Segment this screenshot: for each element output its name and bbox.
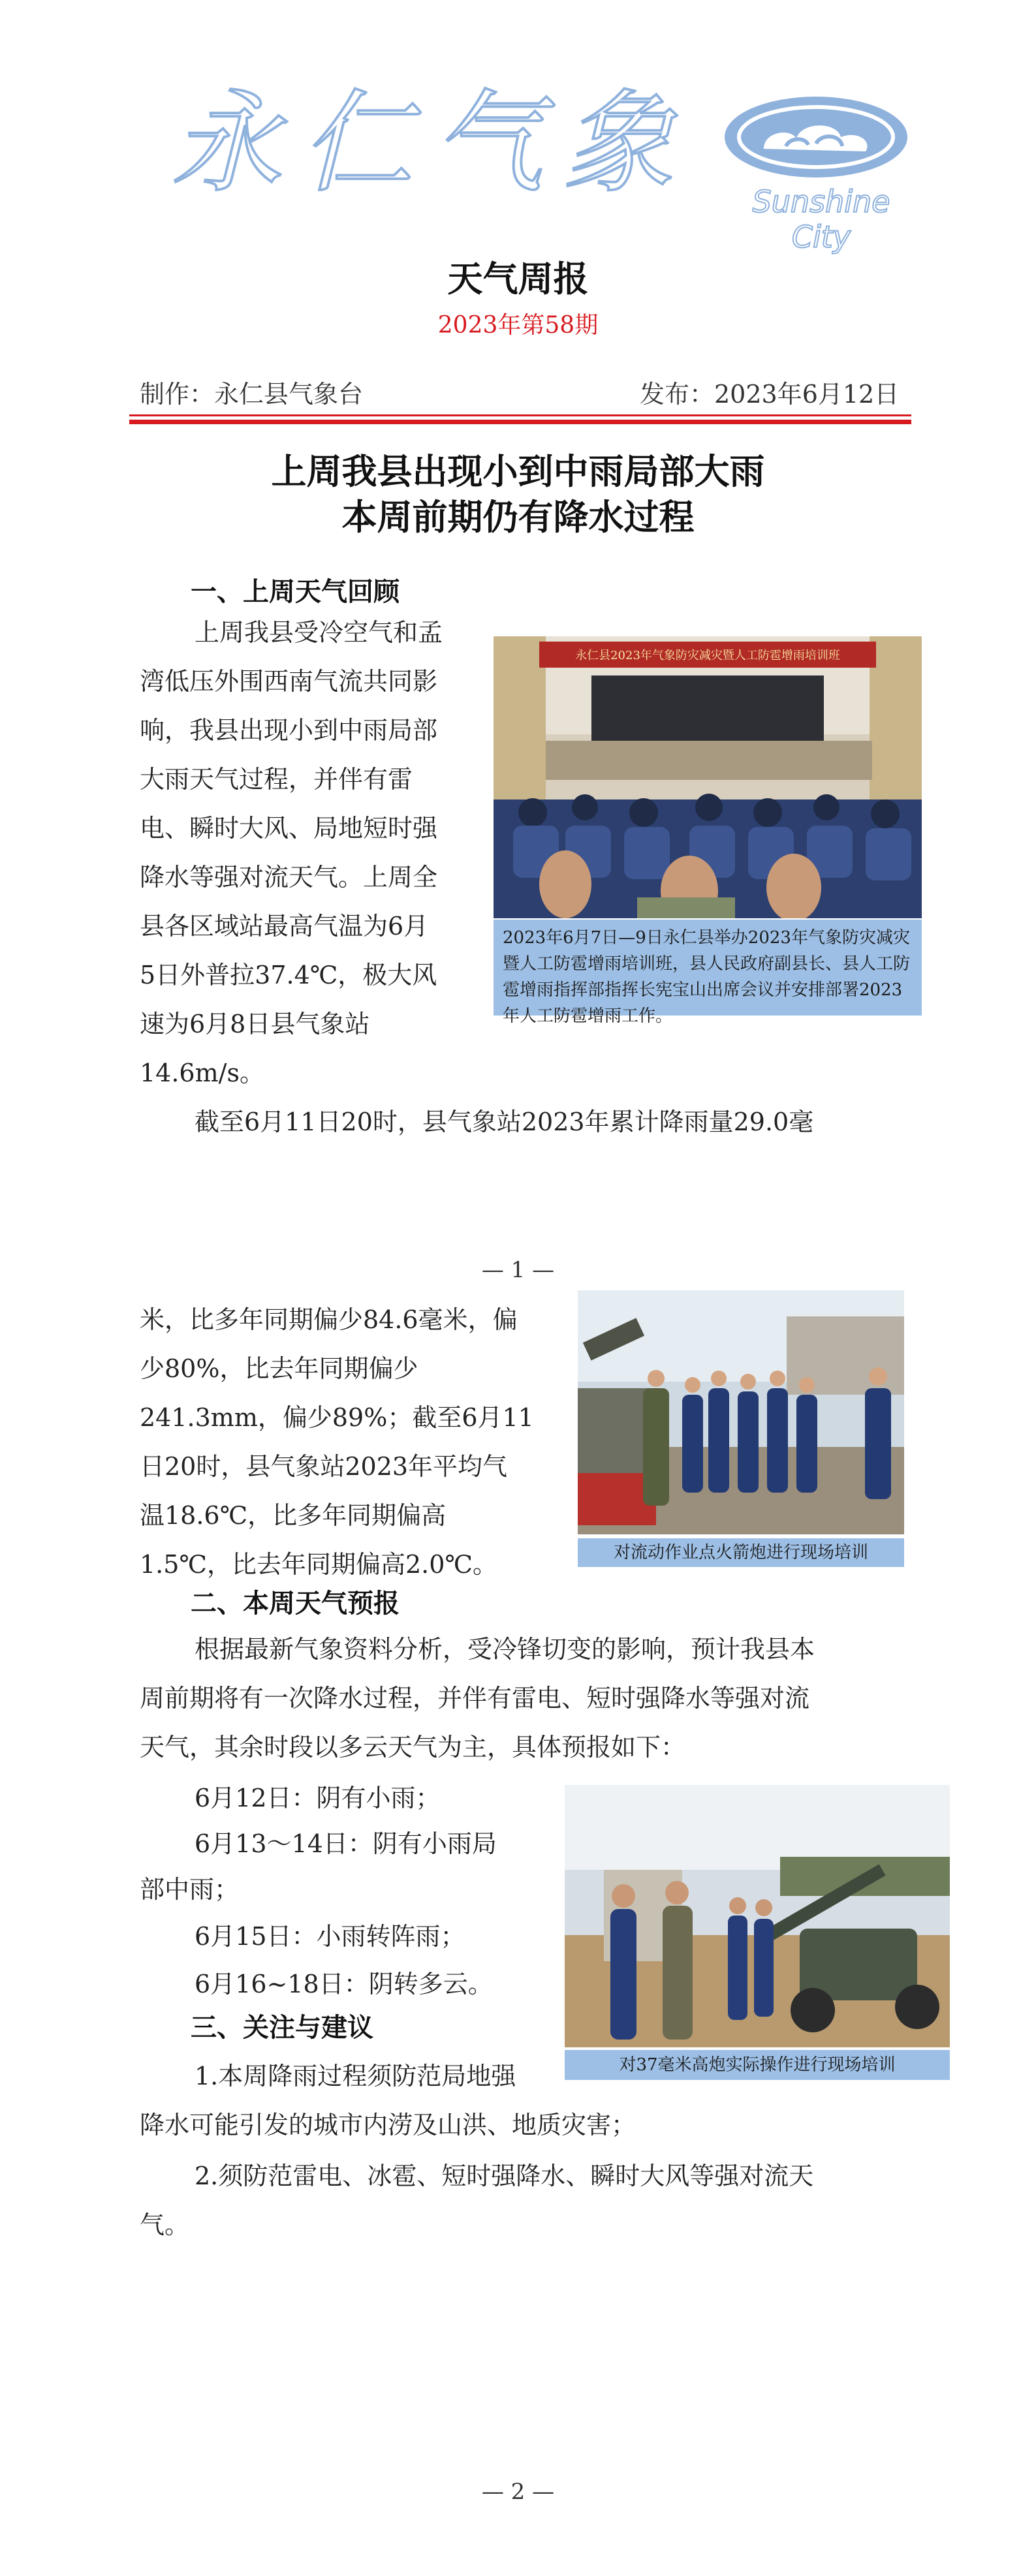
photo1-caption: 2023年6月7日—9日永仁县举办2023年气象防灾减灾暨人工防雹增雨培训班，县人民政府副县长、县人工防雹增雨指挥部指挥长宪宝山出席会议并安排部署2023年人工防雹增雨工作。 — [494, 920, 922, 1016]
body-line: 周前期将有一次降水过程，并伴有雷电、短时强降水等强对流 — [140, 1684, 810, 1713]
anti-aircraft-gun-training-photo — [565, 1785, 950, 2047]
photo-banner-text: 永仁县2023年气象防灾减灾暨人工防雹增雨培训班 — [575, 649, 840, 662]
body-line: 大雨天气过程，并伴有雷 — [140, 765, 413, 794]
training-meeting-photo — [494, 636, 922, 918]
rocket-launcher-training-photo — [578, 1290, 904, 1534]
body-line: 气。 — [140, 2211, 190, 2239]
issue-number: 2023年第58期 — [437, 312, 599, 339]
body-line: 响，我县出现小到中雨局部 — [140, 716, 438, 745]
body-line: 日20时，县气象站2023年平均气 — [140, 1452, 508, 1481]
body-line: 241.3mm，偏少89%；截至6月11 — [140, 1403, 534, 1432]
body-line: 降水可能引发的城市内涝及山洪、地质灾害； — [140, 2111, 636, 2139]
photo3-caption: 对37毫米高炮实际操作进行现场培训 — [565, 2050, 950, 2080]
body-line: 天气，其余时段以多云天气为主，具体预报如下： — [140, 1733, 686, 1761]
body-line: 米，比多年同期偏少84.6毫米，偏 — [140, 1305, 518, 1334]
forecast-item: 6月12日：阴有小雨； — [195, 1784, 441, 1812]
body-line: 14.6m/s。 — [140, 1059, 264, 1087]
header-rule-thin — [129, 414, 911, 416]
logo-text: Sunshine City — [752, 184, 890, 255]
header-rule-thick — [129, 420, 911, 424]
body-line: 根据最新气象资料分析，受冷锋切变的影响，预计我县本 — [195, 1635, 815, 1664]
headline-line1: 上周我县出现小到中雨局部大雨 — [271, 450, 765, 492]
body-line: 5日外普拉37.4℃，极大风 — [140, 961, 437, 989]
body-line: 电、瞬时大风、局地短时强 — [140, 814, 438, 843]
publish-date: 发布：2023年6月12日 — [640, 380, 900, 409]
headline-line2: 本周前期仍有降水过程 — [341, 496, 695, 538]
body-line: 县各区域站最高气温为6月 — [140, 912, 429, 940]
section1-heading: 一、上周天气回顾 — [191, 577, 400, 607]
forecast-item: 6月13～14日：阴有小雨局 — [195, 1829, 497, 1858]
forecast-item: 6月15日：小雨转阵雨； — [195, 1922, 465, 1951]
body-line: 1.5℃，比去年同期偏高2.0℃。 — [140, 1550, 497, 1579]
body-line: 降水等强对流天气。上周全 — [140, 863, 438, 892]
body-line: 2.须防范雷电、冰雹、短时强降水、瞬时大风等强对流天 — [195, 2162, 814, 2190]
body-line: 1.本周降雨过程须防范局地强 — [195, 2062, 516, 2090]
body-line: 截至6月11日20时，县气象站2023年累计降雨量29.0毫 — [195, 1108, 814, 1136]
producer-label: 制作：永仁县气象台 — [140, 380, 364, 409]
body-line: 上周我县受冷空气和孟 — [195, 618, 443, 647]
forecast-item: 部中雨； — [140, 1875, 240, 1904]
page-number: — 1 — — [481, 1257, 555, 1283]
section2-heading: 二、本周天气预报 — [191, 1589, 400, 1619]
page-number: — 2 — — [481, 2479, 555, 2505]
photo2-caption: 对流动作业点火箭炮进行现场培训 — [578, 1538, 904, 1567]
masthead-title: 永仁气象 — [171, 79, 694, 208]
body-line: 少80%，比去年同期偏少 — [140, 1354, 418, 1383]
section3-heading: 三、关注与建议 — [191, 2013, 373, 2043]
body-line: 温18.6℃，比多年同期偏高 — [140, 1501, 447, 1530]
report-name: 天气周报 — [447, 258, 589, 300]
forecast-item: 6月16~18日：阴转多云。 — [195, 1970, 493, 1998]
body-line: 速为6月8日县气象站 — [140, 1010, 370, 1038]
body-line: 湾低压外围西南气流共同影 — [140, 667, 438, 696]
